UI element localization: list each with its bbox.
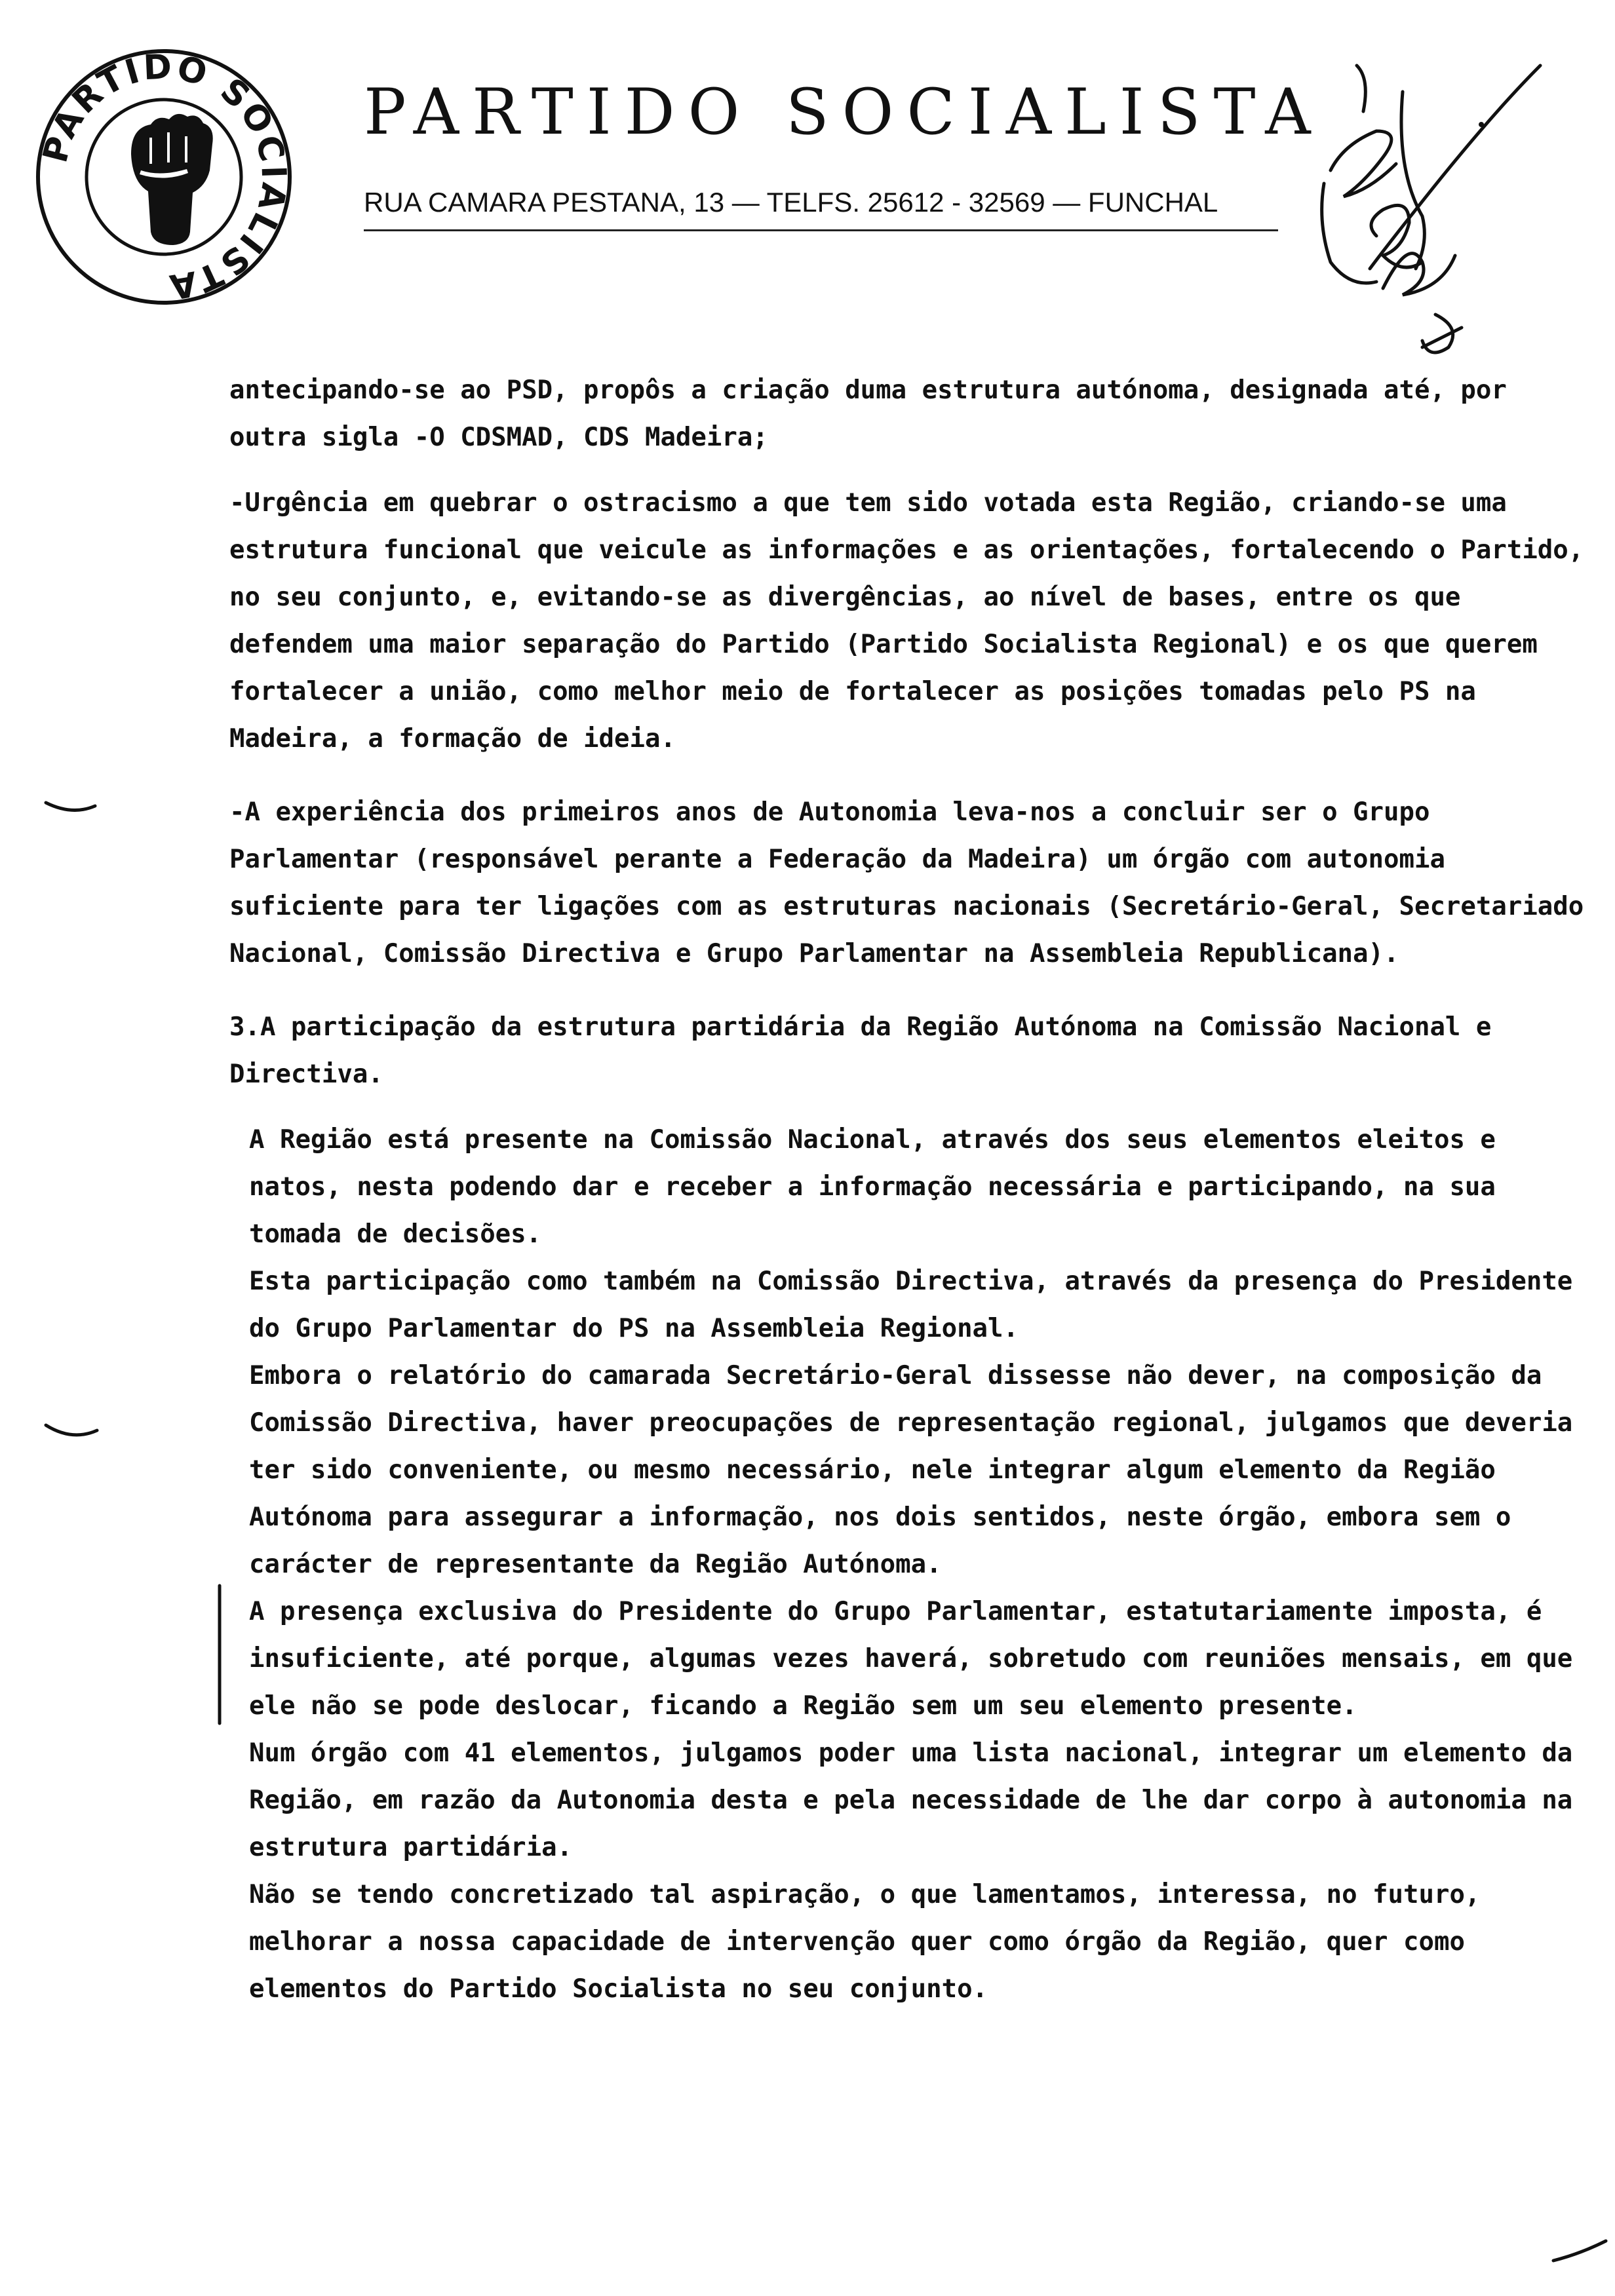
paragraph-comissao-nacional: A Região está presente na Comissão Nacional, através dos seus elementos eleitos e natos, nesta podendo dar e receber a informação necessária e participando, na sua tomada de decisões. [249,1125,1511,1249]
organization-name: PARTIDO SOCIALISTA [364,75,1324,149]
paragraph-cdsmad: antecipando-se ao PSD, propôs a criação duma estrutura autónoma, designada até, por outra sigla -O CDSMAD, CDS Madeira; [229,375,1523,452]
paragraph-experiencia: -A experiência dos primeiros anos de Autonomia leva-nos a concluir ser o Grupo Parlamentar (responsável perante a Federação da Madeira) um órgão com autonomia suficiente para ter ligações com as estruturas nacionais (Secretário-Geral, Secretariado Nacional, Comissão Directiva e Grupo Parlamentar na Assembleia Republicana). [229,797,1599,968]
paragraph-comissao-directiva: Esta participação como também na Comissão Directiva, através da presença do Presidente do Grupo Parlamentar do PS na Assembleia Regional. [249,1267,1588,1343]
corner-stroke [1553,2241,1606,2261]
logo-ring-text: PARTIDO SOCIALISTA [35,47,294,307]
section-heading-3: 3.A participação da estrutura partidária da Região Autónoma na Comissão Nacional e Directiva. [229,1012,1507,1089]
header-divider [364,229,1278,231]
margin-tick-mark-2 [46,1425,97,1435]
organization-address: RUA CAMARA PESTANA, 13 — TELFS. 25612 - 32569 — FUNCHAL [364,187,1218,218]
paragraph-presenca-exclusiva: A presença exclusiva do Presidente do Grupo Parlamentar, estatutariamente imposta, é insuficiente, até porque, algumas vezes haverá, sobretudo com reuniões mensais, em que ele não se pode deslocar, ficando a Região sem um seu elemento presente. [249,1597,1588,1721]
handwritten-signature [1304,39,1580,367]
paragraph-urgencia: -Urgência em quebrar o ostracismo a que tem sido votada esta Região, criando-se uma estrutura funcional que veicule as informações e as orientações, fortalecendo o Partido, no seu conjunto, e, evitando-se as divergências, ao nível de bases, entre os que defendem uma maior separação do Partido (Partido Socialista Regional) e os que querem fortalecer a união, como melhor meio de fortalecer as posições tomadas pelo PS na Madeira, a formação de ideia. [229,488,1599,754]
document-body [229,367,1599,2013]
paragraph-aspiracao: Não se tendo concretizado tal aspiração, o que lamentamos, interessa, no futuro, melhorar a nossa capacidade de intervenção quer como órgão da Região, quer como elementos do Partido Socialista no seu conjunto. [249,1880,1496,2004]
margin-tick-mark-1 [46,803,95,810]
paragraph-orgao-41: Num órgão com 41 elementos, julgamos poder uma lista nacional, integrar um elemento da Região, em razão da Autonomia desta e pela necessidade de lhe dar corpo à autonomia na estrutura partidária. [249,1738,1588,1862]
party-logo-fist-icon [33,46,295,308]
paragraph-relatorio: Embora o relatório do camarada Secretário-Geral dissesse não dever, na composição da Comissão Directiva, haver preocupações de representação regional, julgamos que deveria ter sido conveniente, ou mesmo necessário, nele integrar algum elemento da Região Autónoma para assegurar a informação, nos dois sentidos, neste órgão, embora sem o carácter de representante da Região Autónoma. [249,1361,1588,1579]
